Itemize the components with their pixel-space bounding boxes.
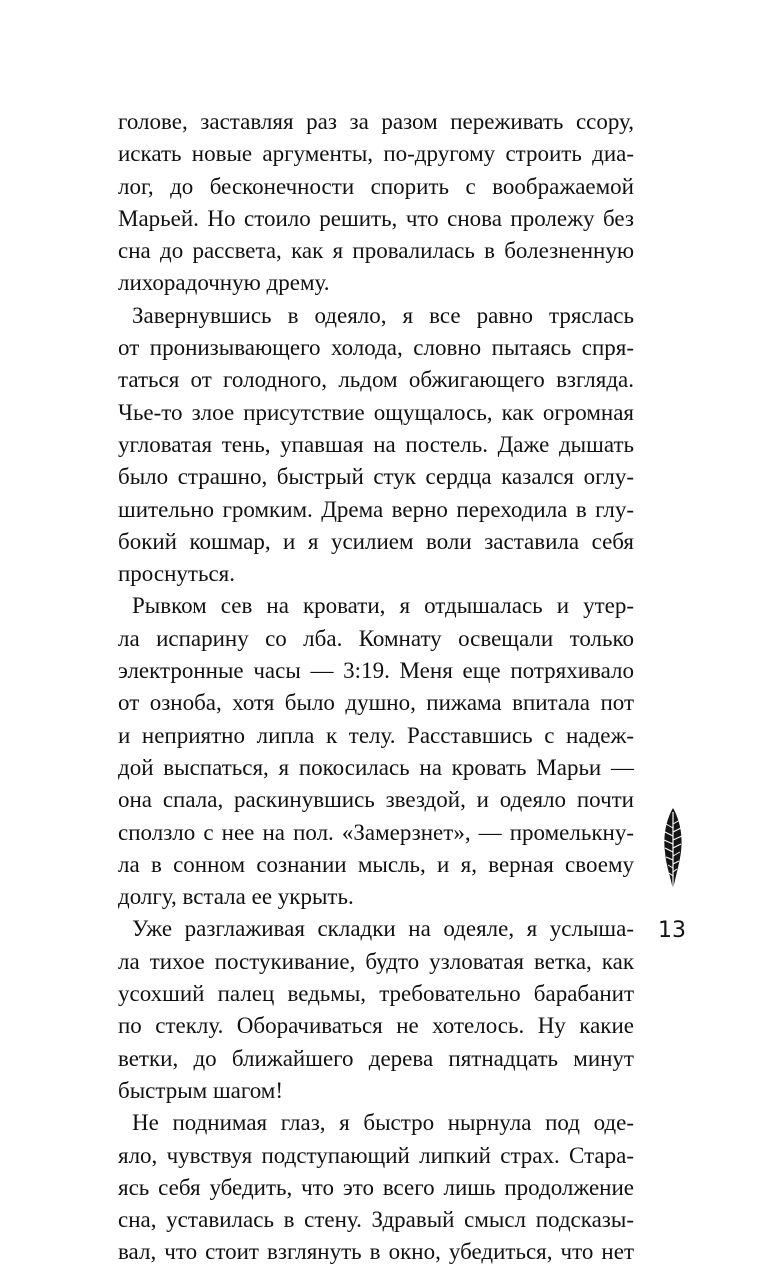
text-line: и неприятно липла к телу. Расставшись с надеж- — [118, 722, 634, 748]
text-line: Марьей. Но стоило решить, что снова пролежу без — [118, 205, 634, 231]
text-line: ла испарину со лба. Комнату освещали только — [118, 625, 634, 651]
text-line: от озноба, хотя было душно, пижама впитала пот — [118, 690, 634, 716]
text-line: ветки, до ближайшего дерева пятнадцать минут — [118, 1045, 634, 1071]
text-line: усохший палец ведьмы, требовательно барабанит — [118, 981, 634, 1007]
text-line: яло, чувствуя подступающий липкий страх. Стара- — [118, 1142, 634, 1168]
text-line: ла в сонном сознании мысль, и я, верная своему — [118, 851, 634, 877]
text-line: лог, до бесконечности спорить с воображаемой — [118, 173, 634, 199]
text-line: было страшно, быстрый стук сердца казался оглу- — [118, 464, 634, 490]
text-line: таться от голодного, льдом обжигающего взгляда. — [118, 367, 634, 393]
text-line: дой выспаться, я покосилась на кровать Марьи — — [118, 754, 634, 780]
page-text — [118, 106, 634, 1269]
text-line: по стеклу. Оборачиваться не хотелось. Ну какие — [118, 1013, 634, 1039]
text-line: сна до рассвета, как я провалилась в болезненную — [118, 238, 634, 264]
text-line: ясь себя убедить, что это всего лишь продолжение — [118, 1174, 634, 1200]
page-number: 13 — [658, 918, 686, 943]
text-line: от пронизывающего холода, словно пытаясь спря- — [118, 335, 634, 361]
text-line: Уже разглаживая складки на одеяле, я услыша- — [132, 916, 634, 942]
text-line: Рывком сев на кровати, я отдышалась и утер- — [132, 593, 634, 619]
text-line: искать новые аргументы, по-другому строить диа- — [118, 141, 634, 167]
text-line: быстрым шагом! — [118, 1077, 284, 1103]
text-line: бокий кошмар, и я усилием воли заставила себя — [118, 528, 634, 554]
text-line: голове, заставляя раз за разом переживать ссору, — [118, 109, 634, 134]
text-line: проснуться. — [118, 561, 235, 587]
text-line: Не поднимая глаз, я быстро нырнула под оде- — [132, 1110, 634, 1136]
text-line: долгу, встала ее укрыть. — [118, 884, 354, 910]
text-line: угловатая тень, упавшая на постель. Даже дышать — [118, 431, 634, 457]
text-line: шительно громким. Дрема верно переходила в глу- — [118, 496, 634, 522]
text-line: сползло с нее на пол. «Замерзнет», — промелькну- — [118, 819, 634, 845]
text-line: ла тихое постукивание, будто узловатая ветка, как — [118, 948, 634, 974]
text-line: сна, уставилась в стену. Здравый смысл подсказы- — [118, 1207, 634, 1233]
text-line: Чье-то злое присутствие ощущалось, как огромная — [118, 399, 634, 425]
text-line: вал, что стоит взглянуть в окно, убедиться, что нет — [118, 1239, 634, 1265]
feather-icon — [660, 806, 686, 894]
text-line: Завернувшись в одеяло, я все равно тряслась — [132, 302, 634, 328]
text-line: лихорадочную дрему. — [118, 270, 330, 296]
text-line: электронные часы — 3:19. Меня еще потряхивало — [118, 658, 634, 684]
text-line: она спала, раскинувшись звездой, и одеяло почти — [118, 787, 634, 813]
